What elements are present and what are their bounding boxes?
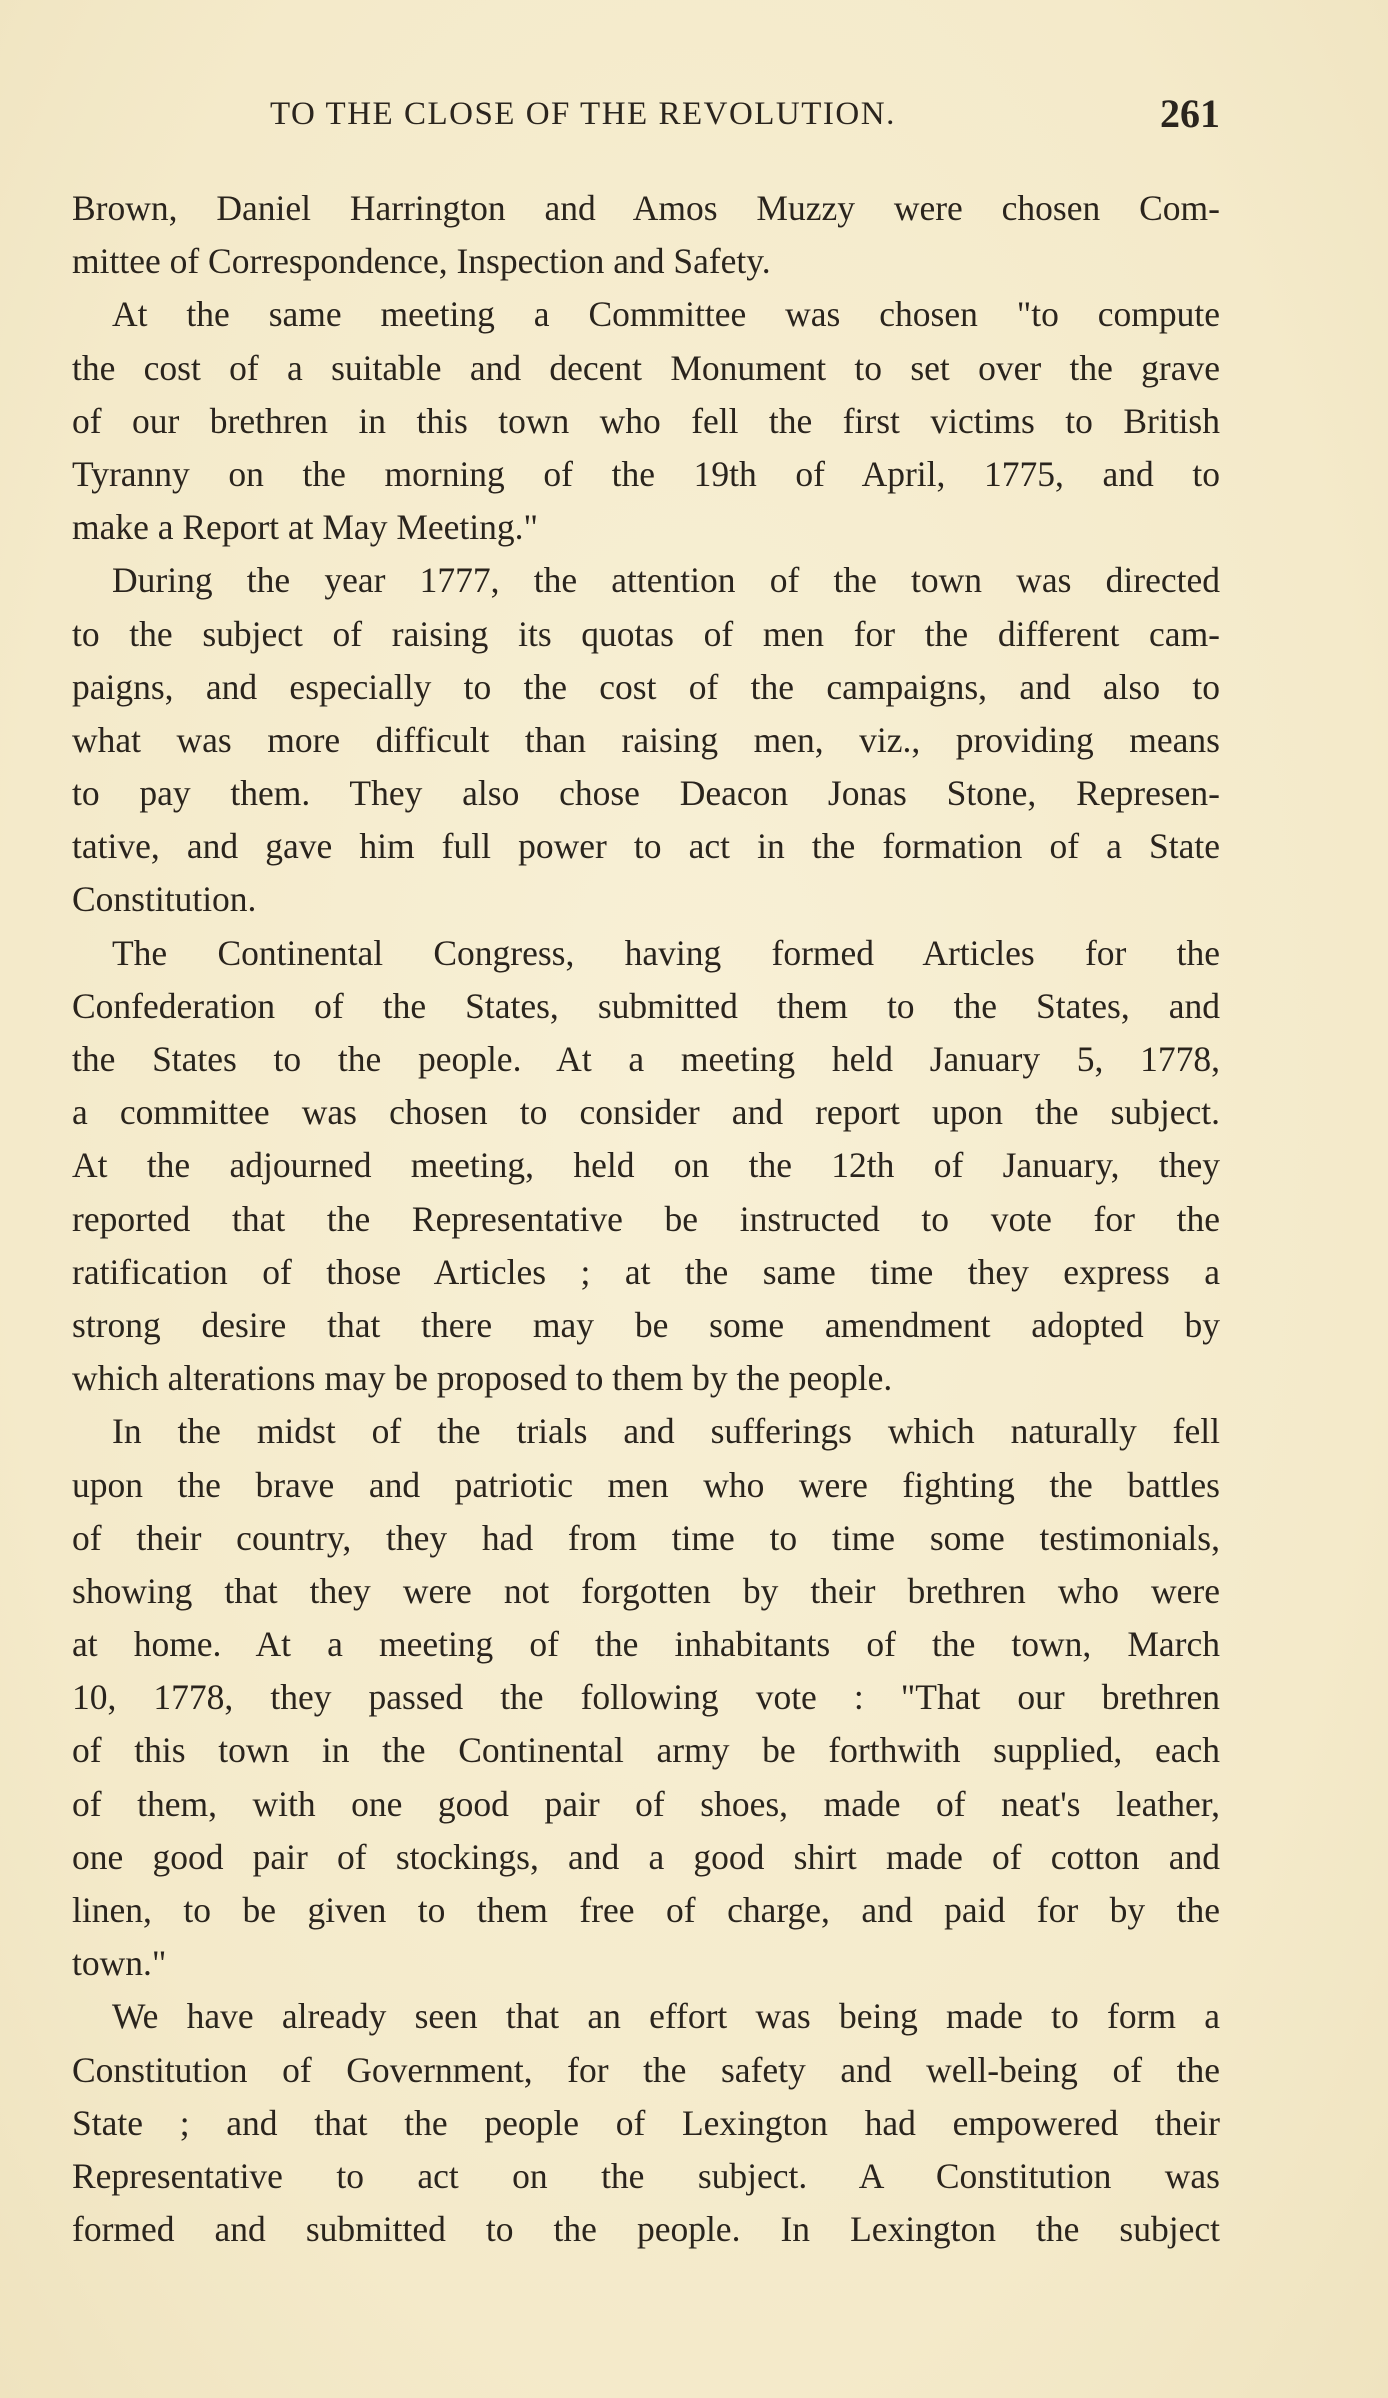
text-line: linen, to be given to them free of charge, and paid for by the	[72, 1890, 1220, 1930]
text-line: town."	[72, 1943, 167, 1984]
text-line: the cost of a suitable and decent Monument to set over the grave	[72, 347, 1220, 388]
text-line: upon the brave and patriotic men who were fighting the battles	[72, 1464, 1220, 1505]
text-line: Constitution.	[72, 879, 257, 920]
text-line: of them, with one good pair of shoes, made of neat's leather,	[72, 1783, 1220, 1824]
text-line: State ; and that the people of Lexington had empowered their	[72, 2102, 1220, 2143]
text-line: of this town in the Continental army be forthwith supplied, each	[72, 1730, 1220, 1771]
text-line: strong desire that there may be some amendment adopted by	[72, 1304, 1220, 1345]
text-line: 10, 1778, they passed the following vote : "That our brethren	[72, 1677, 1220, 1718]
text-line: paigns, and especially to the cost of the campaigns, and also to	[72, 666, 1220, 707]
text-line: of their country, they had from time to time some testimonials,	[72, 1517, 1220, 1558]
text-line: At the same meeting a Committee was chosen "to compute	[112, 294, 1220, 335]
text-line: showing that they were not forgotten by their brethren who were	[72, 1570, 1220, 1611]
text-line: the States to the people. At a meeting held January 5, 1778,	[72, 1039, 1220, 1079]
text-line: what was more difficult than raising men, viz., providing means	[72, 719, 1220, 760]
text-line: Tyranny on the morning of the 19th of April, 1775, and to	[72, 453, 1220, 494]
text-line: During the year 1777, the attention of the town was directed	[112, 560, 1220, 601]
text-line: mittee of Correspondence, Inspection and Safety.	[72, 241, 771, 282]
text-line: formed and submitted to the people. In Lexington the subject	[72, 2209, 1220, 2250]
text-line: In the midst of the trials and sufferings which naturally fell	[112, 1411, 1220, 1452]
text-line: ratification of those Articles ; at the same time they express a	[72, 1251, 1220, 1292]
text-line: one good pair of stockings, and a good shirt made of cotton and	[72, 1836, 1220, 1877]
text-line: reported that the Representative be instructed to vote for the	[72, 1198, 1220, 1239]
page-header	[72, 91, 1220, 152]
text-line: At the adjourned meeting, held on the 12th of January, they	[72, 1145, 1220, 1186]
text-line: which alterations may be proposed to them by the people.	[72, 1358, 893, 1399]
text-line: make a Report at May Meeting."	[72, 507, 538, 548]
running-head: TO THE CLOSE OF THE REVOLUTION.	[270, 96, 896, 132]
text-line: Representative to act on the subject. A Constitution was	[72, 2155, 1220, 2196]
text-line: Constitution of Government, for the safety and well-being of the	[72, 2049, 1220, 2090]
text-line: at home. At a meeting of the inhabitants of the town, March	[72, 1624, 1220, 1665]
text-line: The Continental Congress, having formed Articles for the	[112, 932, 1220, 973]
text-line: a committee was chosen to consider and report upon the subject.	[72, 1092, 1220, 1133]
text-line: to pay them. They also chose Deacon Jonas Stone, Represen-	[72, 773, 1220, 814]
text-line: Brown, Daniel Harrington and Amos Muzzy were chosen Com-	[72, 188, 1220, 228]
page-number: 261	[1160, 91, 1220, 136]
text-line: of our brethren in this town who fell the first victims to British	[72, 400, 1220, 441]
text-line: tative, and gave him full power to act in the formation of a State	[72, 826, 1220, 867]
text-line: to the subject of raising its quotas of men for the different cam-	[72, 613, 1220, 654]
body-text	[72, 182, 1220, 2256]
text-line: Confederation of the States, submitted them to the States, and	[72, 985, 1220, 1026]
text-line: We have already seen that an effort was being made to form a	[112, 1996, 1220, 2037]
